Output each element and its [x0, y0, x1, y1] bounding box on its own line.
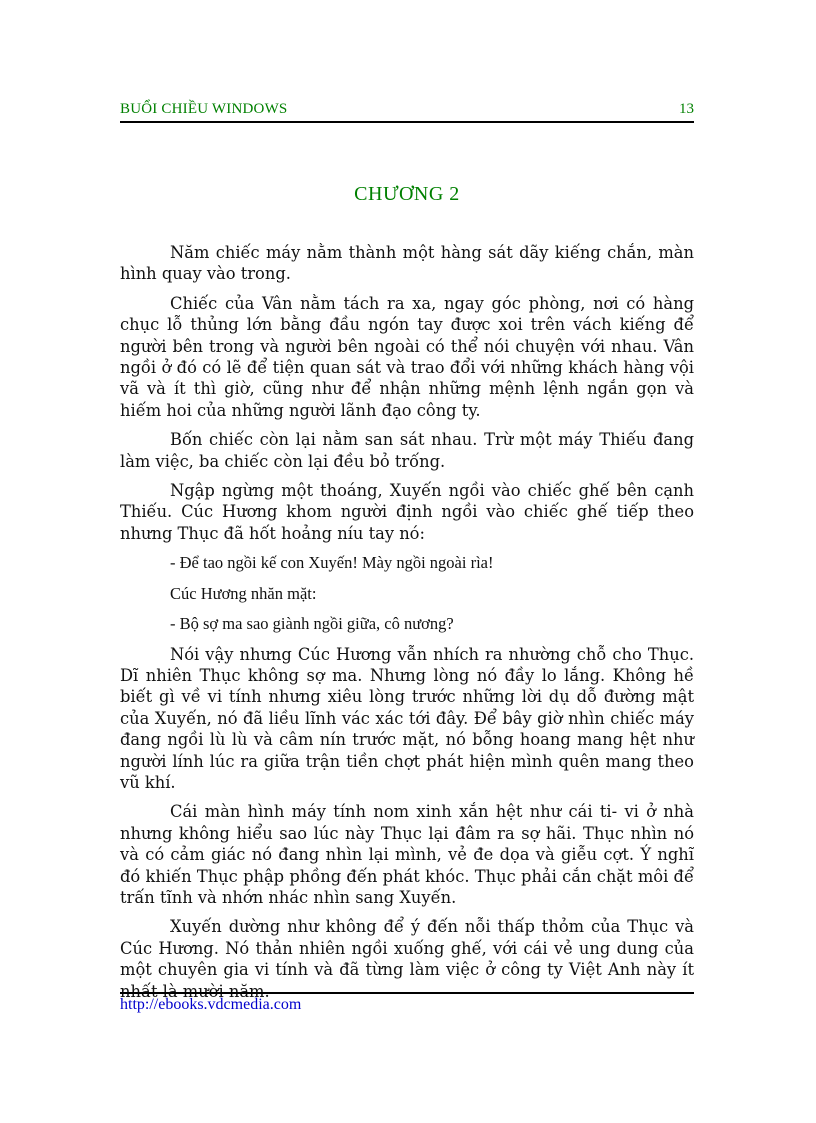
paragraph: Cái màn hình máy tính nom xinh xắn hệt như cái ti- vi ở nhà nhưng không hiểu sao lúc này Thục lại đâm ra sợ hãi. Thục nhìn nó và có cảm giác nó đang nhìn lại mình, vẻ đe dọa và giễu cợt. Ý nghĩ đó khiến Thục phập phồng đến phát khóc. Thục phải cắn chặt môi để trấn tĩnh và nhớn nhác nhìn sang Xuyến. [120, 802, 694, 907]
page-number: 13 [679, 101, 694, 117]
chapter-body [120, 242, 694, 1010]
paragraph: Chiếc của Vân nằm tách ra xa, ngay góc phòng, nơi có hàng chục lỗ thủng lớn bằng đầu ngón tay được xoi trên vách kiếng để người bên trong và người bên ngoài có thể nói chuyện với nhau. Vân ngồi ở đó có lẽ để tiện quan sát và trao đổi với những khách hàng vội vã và ít thì giờ, cũng như để nhận những mệnh lệnh ngắn gọn và hiếm hoi của những người lãnh đạo công ty. [120, 293, 694, 420]
paragraph: Nói vậy nhưng Cúc Hương vẫn nhích ra nhường chỗ cho Thục. Dĩ nhiên Thục không sợ ma. Nhưng lòng nó đầy lo lắng. Không hề biết gì về vi tính nhưng xiêu lòng trước những lời dụ dỗ đường mật của Xuyến, nó đã liều lĩnh vác xác tới đây. Để bây giờ nhìn chiếc máy đang ngồi lù lù và câm nín trước mặt, nó bỗng hoang mang hệt như người lính lúc ra giữa trận tiền chợt phát hiện mình quên mang theo vũ khí. [120, 644, 694, 792]
chapter-title: CHƯƠNG 2 [354, 183, 460, 205]
dialogue-line: - Để tao ngồi kế con Xuyến! Mày ngồi ngoài rìa! [170, 553, 494, 573]
paragraph: Xuyến dường như không để ý đến nỗi thấp thỏm của Thục và Cúc Hương. Nó thản nhiên ngồi xuống ghế, với cái vẻ ung dung của một chuyên gia vi tính và đã từng làm việc ở công ty Việt Anh này ít nhất là mười năm. [120, 917, 694, 1001]
paragraph: Năm chiếc máy nằm thành một hàng sát dãy kiếng chắn, màn hình quay vào trong. [120, 243, 694, 284]
paragraph: Ngập ngừng một thoáng, Xuyến ngồi vào chiếc ghế bên cạnh Thiếu. Cúc Hương khom người định ngồi vào chiếc ghế tiếp theo nhưng Thục đã hốt hoảng níu tay nó: [120, 481, 694, 543]
header-title: BUỔI CHIỀU WINDOWS [120, 101, 288, 117]
running-header [120, 101, 694, 123]
dialogue-line: Cúc Hương nhăn mặt: [170, 583, 317, 603]
footer-rule [120, 992, 694, 994]
footer-link[interactable]: http://ebooks.vdcmedia.com [120, 996, 302, 1013]
dialogue-line: - Bộ sợ ma sao giành ngồi giữa, cô nương? [170, 614, 454, 634]
paragraph: Bốn chiếc còn lại nằm san sát nhau. Trừ một máy Thiếu đang làm việc, ba chiếc còn lại đều bỏ trống. [120, 430, 694, 471]
